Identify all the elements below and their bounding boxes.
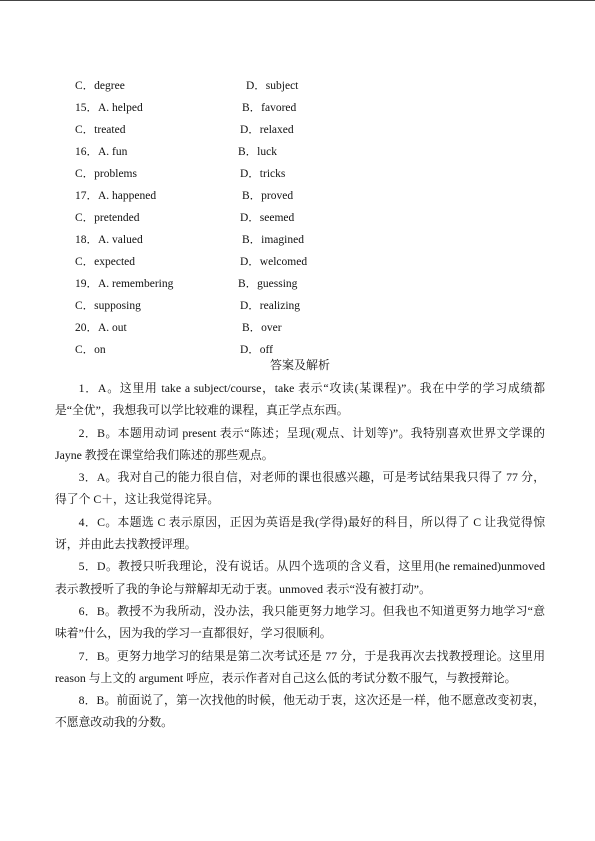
explanation-paragraph: 4．C。本题选 C 表示原因，正因为英语是我(学得)最好的科目，所以得了 C 让我觉得惊讶，并由此去找教授评理。 [55, 514, 545, 552]
option-left: 15．A. helped [75, 102, 143, 114]
option-left: 17．A. happened [75, 190, 157, 202]
option-row [0, 185, 595, 207]
option-right: D．subject [246, 80, 299, 92]
option-row [0, 273, 595, 295]
option-right: D．welcomed [240, 256, 308, 268]
answers-section [55, 354, 545, 734]
explanation-paragraph: 5．D。教授只听我理论，没有说话。从四个选项的含义看，这里用(he remained)unmoved 表示教授听了我的争论与辩解却无动于衷。unmoved 表示“没有被打动”。 [55, 559, 545, 596]
option-left: C．degree [75, 80, 125, 92]
option-right: B．guessing [238, 278, 298, 290]
option-row [0, 229, 595, 251]
option-right: D．seemed [240, 212, 295, 224]
option-row [0, 75, 595, 97]
option-left: C．expected [75, 256, 136, 268]
option-row [0, 251, 595, 273]
option-left: 16．A. fun [75, 146, 128, 158]
option-left: C．on [75, 344, 106, 356]
option-row [0, 97, 595, 119]
option-left: C．supposing [75, 300, 141, 312]
explanation-paragraph: 6．B。教授不为我所动，没办法，我只能更努力地学习。但我也不知道更努力地学习“意味着”什么，因为我的学习一直都很好，学习很顺利。 [55, 603, 545, 641]
answers-title: 答案及解析 [269, 358, 330, 372]
option-right: D．realizing [240, 300, 301, 312]
option-left: 20．A. out [75, 322, 127, 334]
option-left: C．problems [75, 168, 137, 180]
option-row [0, 141, 595, 163]
explanation-paragraph: 3．A。我对自己的能力很自信，对老师的课也很感兴趣，可是考试结果我只得了 77 分，得了个 C＋，这让我觉得诧异。 [55, 470, 545, 507]
option-right: B．imagined [242, 234, 304, 246]
option-left: C．pretended [75, 212, 140, 224]
option-row [0, 317, 595, 339]
option-row [0, 207, 595, 229]
top-rule [0, 0, 595, 1]
option-right: D．off [240, 344, 274, 356]
explanation-paragraph: 2．B。本题用动词 present 表示“陈述；呈现(观点、计划等)”。我特别喜欢世界文学课的 Jayne 教授在课堂给我们陈述的那些观点。 [55, 425, 546, 462]
option-right: D．tricks [240, 168, 286, 180]
explanation-paragraph: 1．A。这里用 take a subject/course，take 表示“攻读(某课程)”。我在中学的学习成绩都是“全优”，我想我可以学比较难的课程，真正学点东西。 [55, 381, 545, 418]
explanation-paragraph: 7．B。更努力地学习的结果是第二次考试还是 77 分，于是我再次去找教授理论。这里用 reason 与上文的 argument 呼应，表示作者对自己这么低的考试分数不服气，与教授辩论。 [55, 648, 545, 685]
option-right: B．over [242, 322, 282, 334]
option-row [0, 163, 595, 185]
option-right: B．proved [242, 190, 294, 202]
option-row [0, 119, 595, 141]
option-row [0, 295, 595, 317]
option-left: C．treated [75, 124, 126, 136]
option-right: D．relaxed [240, 124, 294, 136]
option-left: 19．A. remembering [75, 278, 174, 290]
options-list [0, 75, 595, 361]
option-right: B．luck [238, 146, 277, 158]
explanation-paragraph: 8．B。前面说了，第一次找他的时候，他无动于衷，这次还是一样，他不愿意改变初衷，不愿意改动我的分数。 [55, 693, 545, 730]
option-left: 18．A. valued [75, 234, 143, 246]
option-right: B．favored [242, 102, 297, 114]
